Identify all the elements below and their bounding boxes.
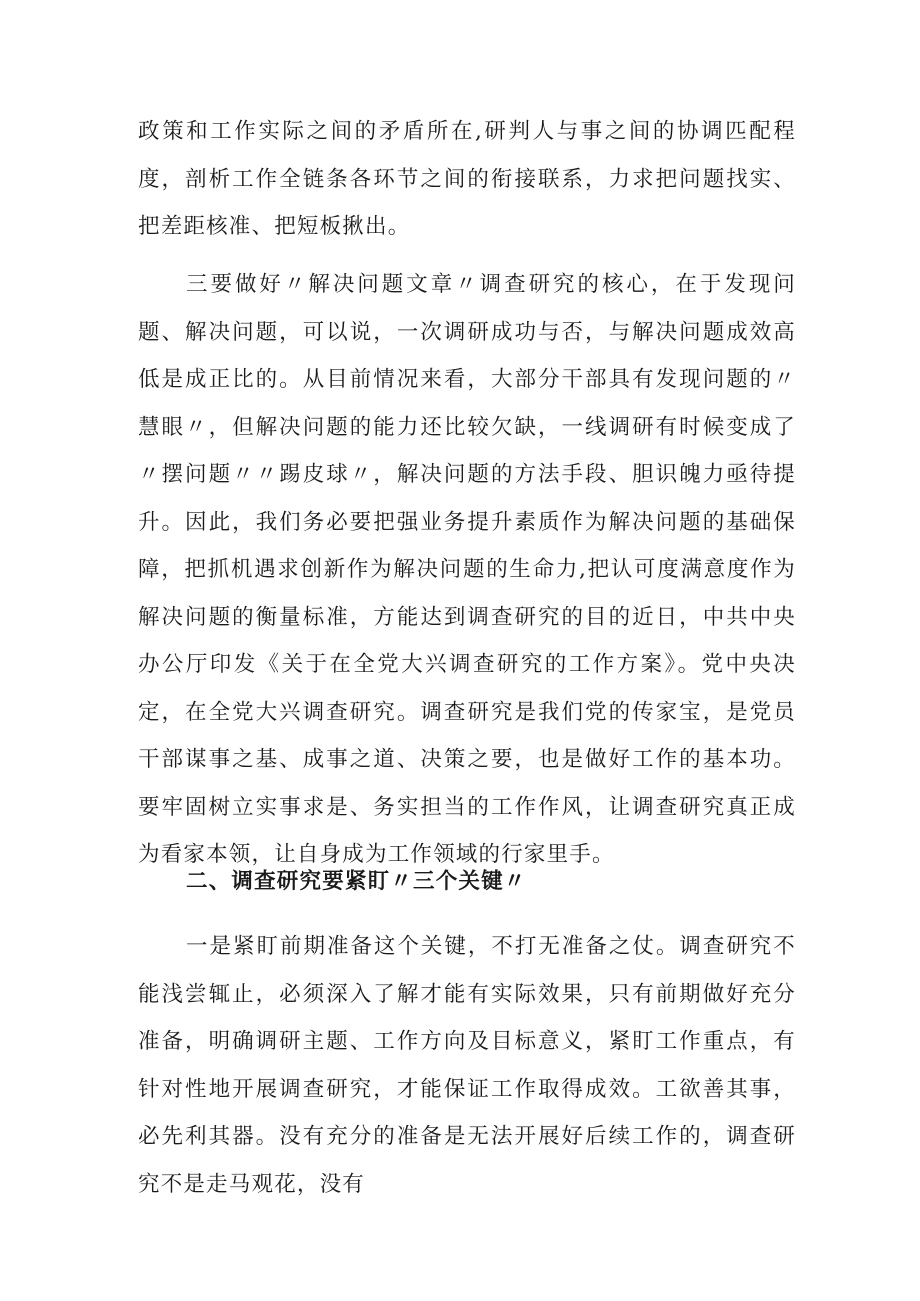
body-paragraph: 一是紧盯前期准备这个关键，不打无准备之仗。调查研究不能浅尝辄止，必须深入了解才能有实际效果，只有前期做好充分准备，明确调研主题、工作方向及目标意义，紧盯工作重点，有针对性地开展调查研究，才能保证工作取得成效。工欲善其事，必先利其器。没有充分的准备是无法开展好后续工作的，调查研究不是走马观花，没有 (138, 934, 796, 1197)
body-paragraph: 政策和工作实际之间的矛盾所在,研判人与事之间的协调匹配程度，剖析工作全链条各环节之间的衔接联系，力求把问题找实、把差距核准、把短板揪出。 (138, 119, 796, 239)
body-paragraph: 三要做好〃解决问题文章〃调查研究的核心，在于发现问题、解决问题，可以说，一次调研成功与否，与解决问题成效高低是成正比的。从目前情况来看，大部分干部具有发现问题的〃慧眼〃，但解决问题的能力还比较欠缺，一线调研有时候变成了〃摆问题〃〃踢皮球〃，解决问题的方法手段、胆识魄力亟待提升。因此，我们务必要把强业务提升素质作为解决问题的基础保障，把抓机遇求创新作为解决问题的生命力,把认可度满意度作为解决问题的衡量标准，方能达到调查研究的目的近日，中共中央办公厅印发《关于在全党大兴调查研究的工作方案》。党中央决定，在全党大兴调查研究。调查研究是我们党的传家宝，是党员干部谋事之基、成事之道、决策之要，也是做好工作的基本功。要牢固树立实事求是、务实担当的工作作风，让调查研究真正成为看家本领，让自身成为工作领域的行家里手。 (138, 272, 796, 867)
section-heading: 二、调查研究要紧盯〃三个关键〃 (186, 869, 527, 894)
